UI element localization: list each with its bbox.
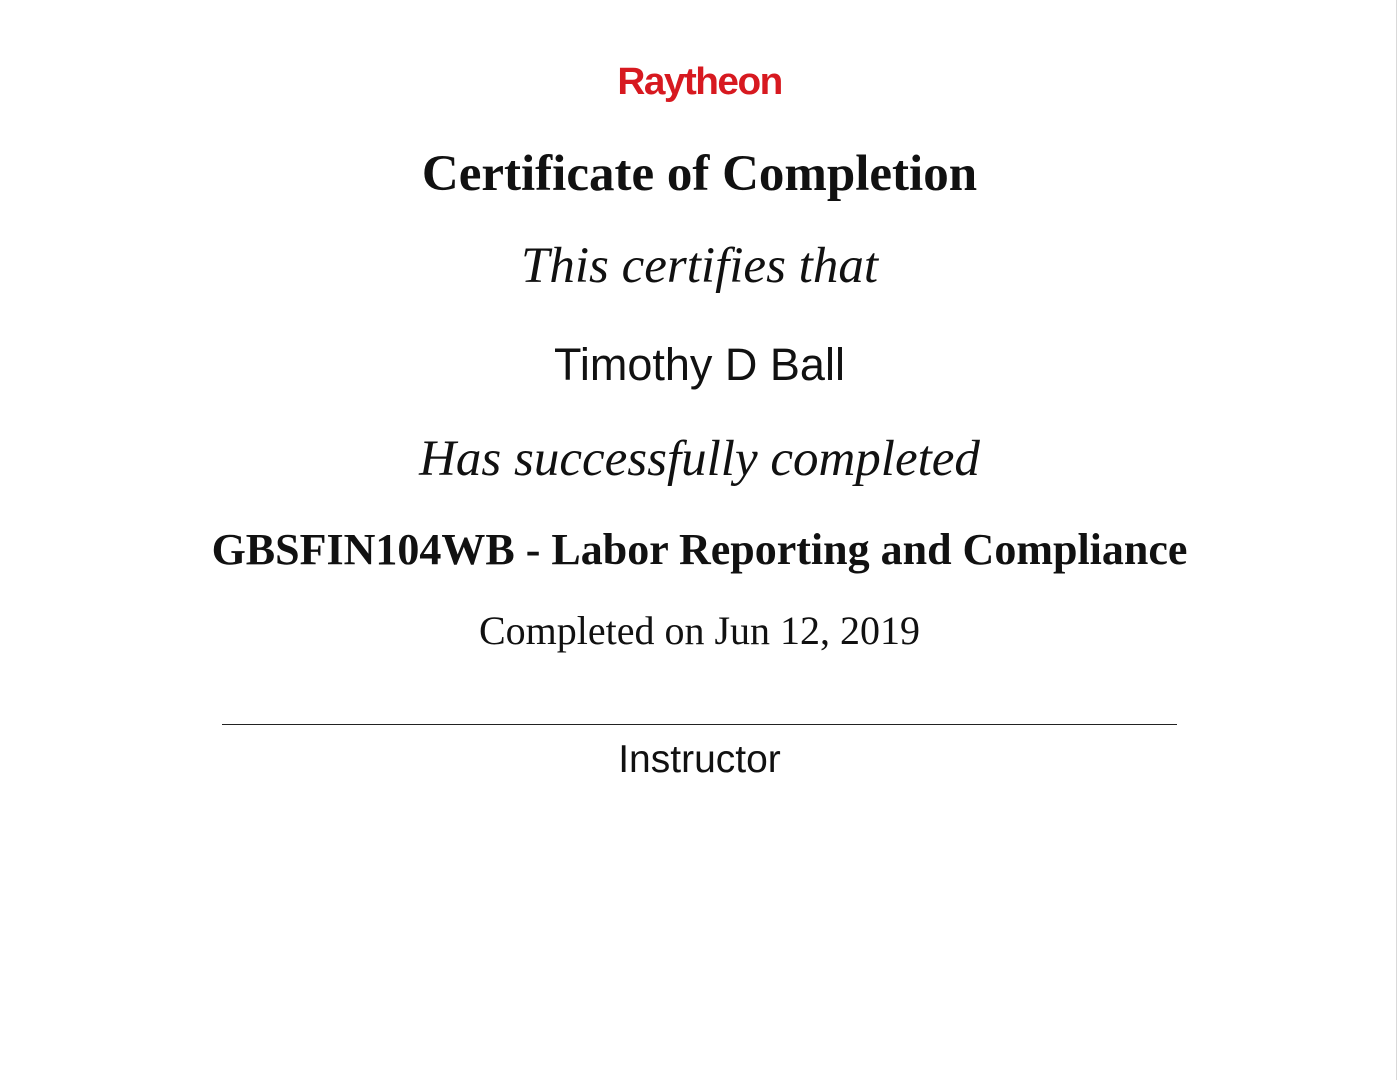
- signature-line: [222, 724, 1177, 725]
- raytheon-logo: Raytheon: [617, 61, 782, 103]
- certificate-title: Certificate of Completion: [421, 146, 978, 202]
- certifies-statement: This certifies that: [521, 238, 878, 294]
- signature-label: Instructor: [618, 738, 781, 781]
- completion-date: Completed on Jun 12, 2019: [478, 608, 921, 653]
- course-title: GBSFIN104WB - Labor Reporting and Compliance: [211, 525, 1188, 574]
- completed-statement: Has successfully completed: [419, 431, 980, 487]
- recipient-name: Timothy D Ball: [554, 339, 845, 390]
